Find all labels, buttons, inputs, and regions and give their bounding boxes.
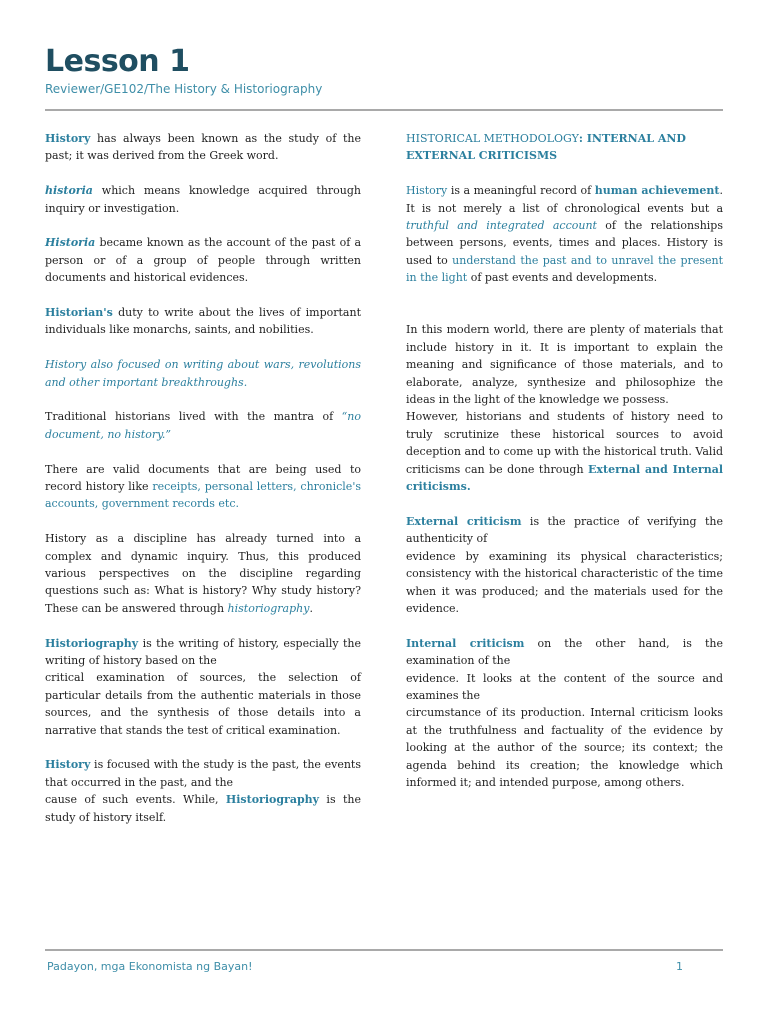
paragraph-text: .	[309, 601, 313, 615]
term-historia: historia	[45, 184, 93, 198]
quote: “no document, no history.”	[45, 410, 361, 441]
paragraph	[406, 635, 723, 792]
highlight: understand the past and to unravel the present in the light	[406, 253, 723, 285]
highlight: receipts, personal letters, chronicle's accounts, government records etc.	[45, 480, 361, 511]
right-column	[406, 130, 723, 809]
paragraph	[406, 321, 723, 408]
paragraph	[45, 635, 361, 739]
paragraph-text: In this modern world, there are plenty of materials that include history in it. It is important to explain the meaning and significance of those materials, and to elaborate, analyze, synthesize and philosophize the ideas in the light of the knowledge we possess.	[406, 323, 723, 407]
page-title: Lesson 1	[45, 44, 190, 79]
paragraph-text: evidence by examining its physical characteristics; consistency with the historical characteristic of the time when it was produced; and the materials used for the evidence.	[406, 549, 723, 615]
term-historiography: Historiography	[45, 636, 139, 650]
paragraph	[45, 756, 361, 826]
highlight: truthful and integrated account	[406, 219, 597, 233]
paragraph: History also focused on writing about wars, revolutions and other important breakthroughs.	[45, 358, 361, 389]
paragraph-text: There are valid documents that are being used to record history like	[45, 462, 361, 494]
term-internal-criticism: Internal criticism	[406, 636, 525, 650]
paragraph-text: critical examination of sources, the selection of particular details from the authentic materials in those sources, and the synthesis of those details into a narrative that stands the test of critical examination.	[45, 671, 361, 737]
paragraph	[45, 182, 361, 217]
paragraph-text: circumstance of its production. Internal criticism looks at the truthfulness and factuality of the evidence by looking at the author of the source; its context; the agenda behind its creation; the knowledge which informed it; and intended purpose, among others.	[406, 706, 723, 789]
heading-text-bold: : INTERNAL AND EXTERNAL CRITICISMS	[406, 132, 686, 163]
paragraph-text: is the practice of verifying the authenticity of	[406, 514, 723, 546]
paragraph	[45, 130, 361, 165]
paragraph	[45, 234, 361, 286]
paragraph-text: is the writing of history, especially the writing of history based on the	[45, 636, 361, 668]
term-historia: Historia	[45, 236, 96, 250]
highlight: historiography	[227, 601, 310, 615]
term-history: History	[45, 758, 91, 772]
paragraph-text: However, historians and students of history need to truly scrutinize these historical sources to avoid deception and to come up with the historical truth. Valid criticisms can be done through	[406, 410, 723, 476]
term-external-criticism: External criticism	[406, 514, 522, 528]
paragraph-text: which means knowledge acquired through inquiry or investigation.	[45, 184, 361, 215]
paragraph-text: of the relationships between persons, events, times and places. History is used to	[406, 219, 723, 267]
paragraph-text: of past events and developments.	[467, 271, 658, 285]
paragraph	[406, 513, 723, 617]
paragraph	[406, 182, 723, 286]
highlight: External and Internal criticisms.	[406, 462, 723, 494]
header-divider	[45, 109, 723, 111]
term-historians: Historian's	[45, 306, 113, 320]
paragraph-text: evidence. It looks at the content of the source and examines the	[406, 671, 723, 702]
paragraph	[45, 530, 361, 617]
paragraph-text: History as a discipline has already turned into a complex and dynamic inquiry. Thus, this produced various perspectives on the discipline regarding questions such as: What is history? Why study history? These can be answered through	[45, 532, 361, 615]
term-history: History	[406, 184, 448, 198]
highlight: human achievement	[594, 184, 720, 198]
paragraph-text: cause of such events. While,	[45, 793, 226, 807]
left-column	[45, 130, 361, 844]
term-historiography: Historiography	[225, 793, 320, 807]
paragraph	[45, 461, 361, 513]
footer-slogan: Padayon, mga Ekonomista ng Bayan!	[47, 960, 253, 973]
page-subtitle: Reviewer/GE102/The History & Historiography	[45, 82, 323, 96]
paragraph	[45, 304, 361, 339]
paragraph	[406, 408, 723, 495]
paragraph	[45, 408, 361, 443]
term-history: History	[45, 132, 91, 145]
page-number: 1	[676, 960, 683, 973]
section-heading	[406, 130, 723, 165]
paragraph-text: is focused with the study is the past, the events that occurred in the past, and the	[45, 758, 361, 789]
footer-divider	[45, 949, 723, 951]
paragraph-text: Traditional historians lived with the mantra of	[45, 410, 342, 424]
paragraph-text: is the study of history itself.	[45, 793, 361, 824]
heading-text: HISTORICAL METHODOLOGY	[406, 132, 579, 145]
paragraph-text: has always been known as the study of the past; it was derived from the Greek word.	[45, 132, 361, 163]
paragraph-text: duty to write about the lives of important individuals like monarchs, saints, and nobilities.	[45, 306, 361, 337]
paragraph-text: on the other hand, is the examination of the	[406, 636, 723, 668]
paragraph-text: is a meaningful record of	[447, 184, 595, 198]
paragraph-text: . It is not merely a list of chronological events but a	[406, 184, 723, 215]
paragraph-text: became known as the account of the past of a person or of a group of people through written documents and historical evidences.	[45, 236, 361, 285]
